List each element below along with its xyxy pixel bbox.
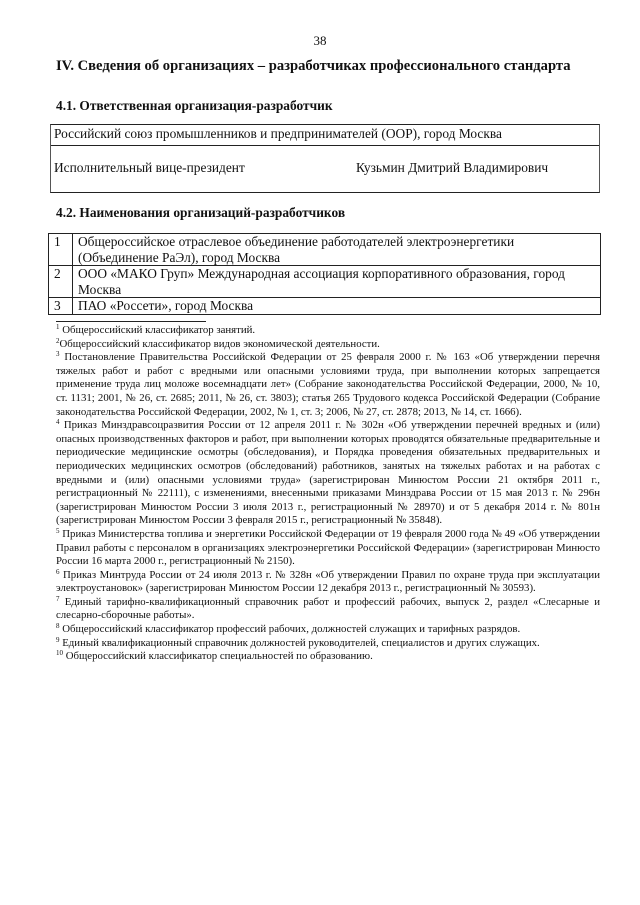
responsible-org-name: Российский союз промышленников и предпринимателей (ООР), город Москва: [54, 126, 502, 141]
footnote-text: Общероссийский классификатор профессий рабочих, должностей служащих и тарифных разрядов.: [59, 623, 521, 636]
signatory-position: Исполнительный вице-президент: [54, 160, 245, 175]
responsible-org-table: [50, 124, 600, 193]
footnote-text: Общероссийский классификатор видов экономической деятельности.: [59, 337, 380, 350]
footnote-mark: 3: [56, 350, 60, 359]
row-number: 3: [49, 298, 73, 315]
footnote-mark: 9: [56, 635, 60, 644]
table-row: [49, 234, 601, 266]
footnote: [56, 351, 600, 419]
footnotes: [56, 324, 600, 664]
row-number: 1: [49, 234, 73, 266]
footnote-mark: 5: [56, 526, 60, 535]
footnote: [56, 528, 600, 569]
developer-org-name: ООО «МАКО Груп» Международная ассоциация корпоративного образования, город Москва: [73, 266, 601, 298]
footnote-mark: 1: [56, 323, 60, 331]
footnote-text: Общероссийский классификатор занятий.: [59, 324, 256, 336]
table-divider: [51, 145, 599, 146]
footnote: [56, 637, 600, 651]
footnote-text: Приказ Минтруда России от 24 июля 2013 г. № 328н «Об утверждении Правил по охране труда при эксплуатации электроустановок» (зарегистрирован Минюстом России 12 декабря 2013 г., регистрационный № 30593).: [56, 568, 600, 595]
table-row: [49, 266, 601, 298]
footnote-separator: [56, 321, 206, 322]
developer-orgs-heading: 4.2. Наименования организаций-разработчиков: [56, 205, 346, 220]
footnote: [56, 650, 600, 664]
responsible-org-heading: 4.1. Ответственная организация-разработчик: [56, 98, 333, 113]
footnote-mark: 7: [56, 594, 60, 603]
footnote-text: Общероссийский классификатор специальностей по образованию.: [63, 650, 373, 663]
section-title: IV. Сведения об организациях – разработчиках профессионального стандарта: [56, 58, 571, 74]
developer-orgs-table: [48, 233, 601, 315]
footnote-text: Постановление Правительства Российской Федерации от 25 февраля 2000 г. № 163 «Об утверждении перечня тяжелых работ и работ с вредными или опасными условиями труда, при выполнении которых запрещается применение труда лиц моложе восемнадцати лет» (Собрание законодательства Российской Федерации, 2000, № 10, ст. 1131; 2001, № 26, ст. 2685; 2011, № 26, ст. 3803); статья 265 Трудового кодекса Российской Федерации (Собрание законодательства Российской Федерации, 2002, № 1, ст. 3; 2006, № 27, ст. 2878; 2013, № 14, ст. 1666).: [56, 351, 600, 418]
footnote: [56, 419, 600, 528]
page-number: 38: [313, 33, 327, 48]
footnote-text: Приказ Министерства топлива и энергетики Российской Федерации от 19 февраля 2000 года № 49 «Об утверждении Правил работы с персоналом в организациях электроэнергетики Российской Федерации» (зарегистрирован Минюсто России 16 марта 2000 г., регистрационный № 2150).: [56, 527, 600, 568]
signatory-name: Кузьмин Дмитрий Владимирович: [356, 160, 549, 175]
footnote: [56, 324, 600, 338]
footnote: [56, 338, 600, 352]
table-row: [49, 298, 601, 315]
row-number: 2: [49, 266, 73, 298]
footnote-mark: 2: [56, 336, 60, 345]
footnote-mark: 10: [56, 649, 63, 658]
footnote-text: Единый тарифно-квалификационный справочник работ и профессий рабочих, выпуск 2, раздел «Слесарные и слесарно-сборочные работы».: [56, 595, 600, 622]
footnote-text: Единый квалификационный справочник должностей руководителей, специалистов и других служащих.: [59, 636, 540, 649]
developer-org-name: ПАО «Россети», город Москва: [73, 298, 601, 315]
footnote-text: Приказ Минздравсоцразвития России от 12 апреля 2011 г. № 302н «Об утверждении перечней вредных и (или) опасных производственных факторов и работ, при выполнении которых проводятся обязательные предварительные и периодические медицинские осмотры (обследования), и Порядка проведения обязательных предварительных и периодических медицинских осмотров (обследований) работников, занятых на тяжелых работах и на работах с вредными и (или) опасными условиями труда» (зарегистрирован Минюстом России 21 октября 2011 г., регистрационный № 22111), с изменениями, внесенными приказами Минздрава России от 15 мая 2013 г. № 296н (зарегистрирован Минюстом России 3 июля 2013 г., регистрационный № 28970) и от 5 декабря 2014 г. № 801н (зарегистрирован Минюстом России 3 февраля 2015 г., регистрационный № 35848).: [56, 419, 600, 527]
developer-org-name: Общероссийское отраслевое объединение работодателей электроэнергетики (Объединение РаЭл), город Москва: [73, 234, 601, 266]
footnote: [56, 569, 600, 596]
footnote-mark: 4: [56, 418, 60, 427]
footnote: [56, 623, 600, 637]
footnote-mark: 8: [56, 622, 60, 631]
footnote-mark: 6: [56, 567, 60, 576]
footnote: [56, 596, 600, 623]
